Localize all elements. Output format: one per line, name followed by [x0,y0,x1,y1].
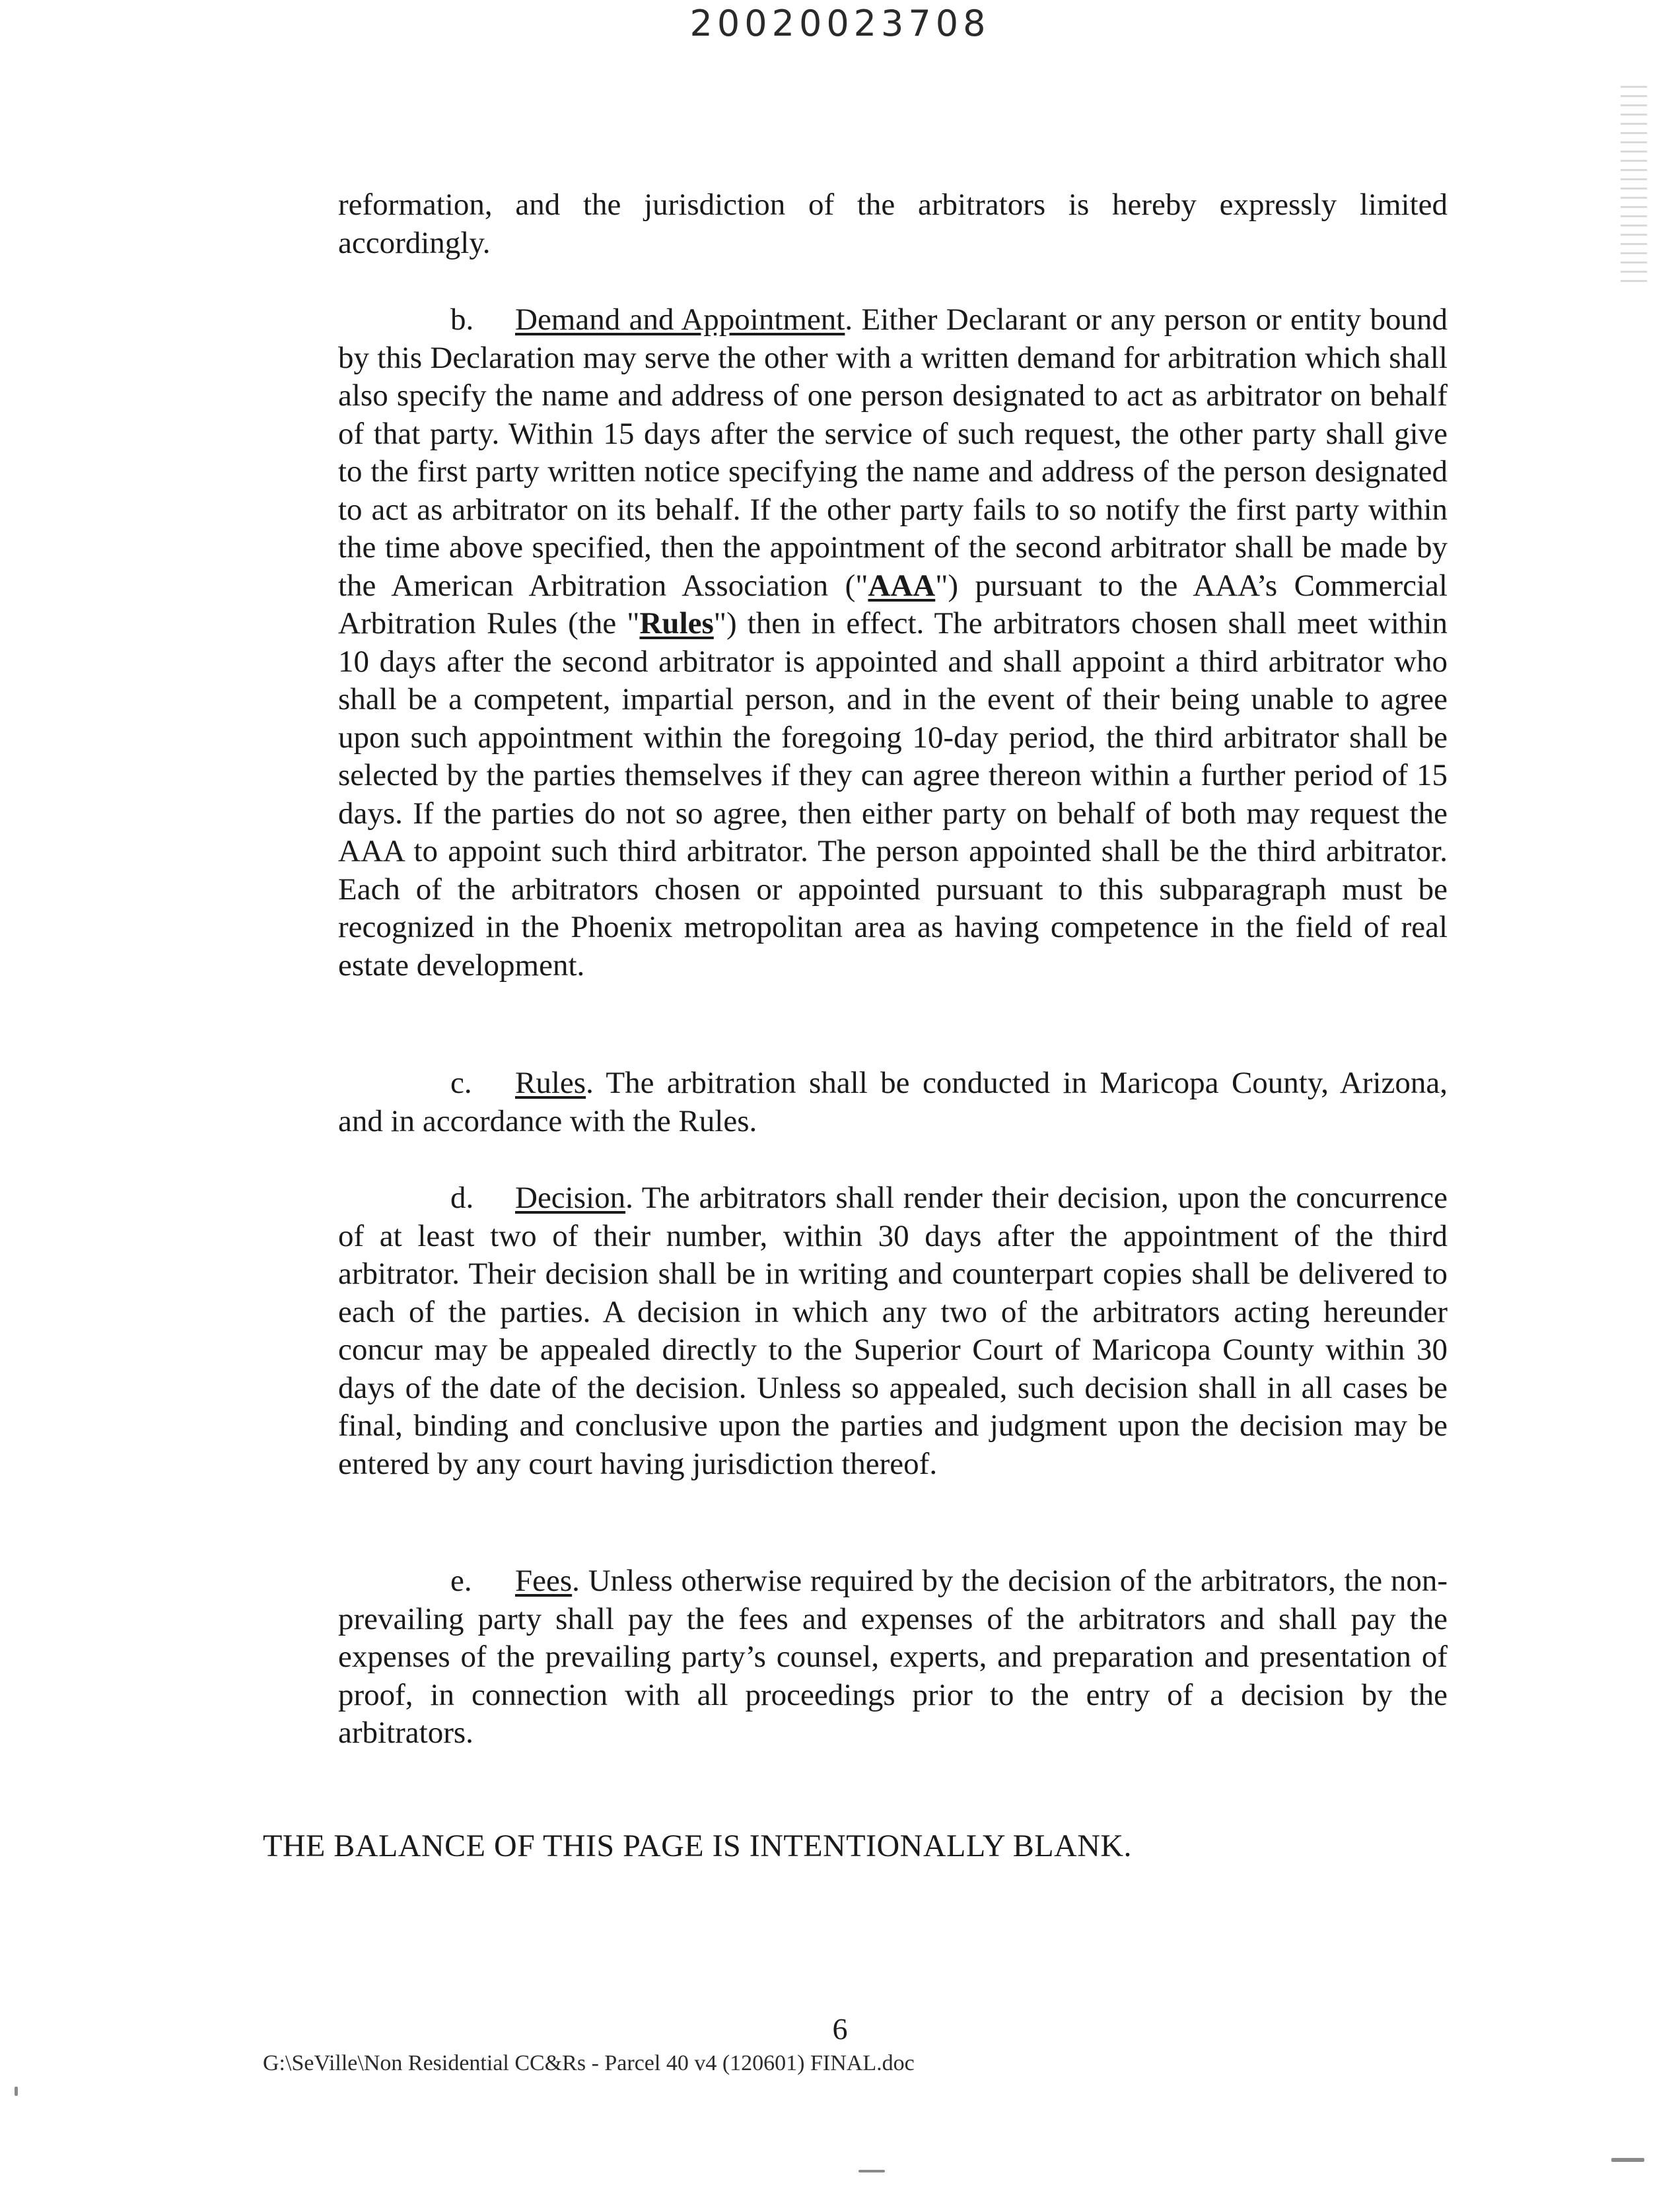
footer-file-path: G:\SeVille\Non Residential CC&Rs - Parcel 40 v4 (120601) FINAL.doc [263,2051,915,2075]
defined-term-rules: Rules [639,606,714,641]
paragraph-e-heading: Fees [515,1564,573,1598]
paragraph-c [338,1064,1448,1140]
paragraph-b-text-1: . Either Declarant or any person or entity bound by this Declaration may serve the other with a written demand for arbitration which shall also specify the name and address of one person designated to act as arbitrator on behalf of that party. Within 15 days after the service of such request, the other party shall give to the first party written notice specifying the name and address of the person designated to act as arbitrator on its behalf. If the other party fails to so notify the first party within the time above specified, then the appointment of the second arbitrator shall be made by the American Arbitration Association (" [338,302,1448,603]
paragraph-d-text: . The arbitrators shall render their decision, upon the concurrence of at least two of their number, within 30 days after the appointment of the third arbitrator. Their decision shall be in writing and counterpart copies shall be delivered to each of the parties. A decision in which any two of the arbitrators acting hereunder concur may be appealed directly to the Superior Court of Maricopa County within 30 days of the date of the decision. Unless so appealed, such decision shall in all cases be final, binding and conclusive upon the parties and judgment upon the decision may be entered by any court having jurisdiction thereof. [338,1181,1448,1481]
paragraph-b-text-3: ") then in effect. The arbitrators chosen shall meet within 10 days after the second arbitrator is appointed and shall appoint a third arbitrator who shall be a competent, impartial person, and in the event of their being unable to agree upon such appointment within the foregoing 10-day period, the third arbitrator shall be selected by the parties themselves if they can agree thereon within a further period of 15 days. If the parties do not so agree, then either party on behalf of both may request the AAA to appoint such third arbitrator. The person appointed shall be the third arbitrator. Each of the arbitrators chosen or appointed pursuant to this subparagraph must be recognized in the Phoenix metropolitan area as having competence in the field of real estate development. [338,606,1448,983]
scan-artifact [15,2087,18,2096]
defined-term-aaa: AAA [868,568,936,603]
page-number: 6 [832,2012,848,2046]
recording-number: 20020023708 [689,3,991,44]
blank-page-notice: THE BALANCE OF THIS PAGE IS INTENTIONALLY BLANK. [263,1828,1133,1863]
paragraph-b-text-2: ") pursuant to the AAA’s Commercial Arbitration Rules (the " [338,568,1448,641]
paragraph-e [338,1562,1448,1753]
paragraph-e-text: . Unless otherwise required by the decision of the arbitrators, the non-prevailing party shall pay the fees and expenses of the arbitrators and shall pay the expenses of the prevailing party’s counsel, experts, and preparation and presentation of proof, in connection with all proceedings prior to the entry of a decision by the arbitrators. [338,1564,1448,1750]
scan-artifact [858,2170,885,2172]
paragraph-a-text: reformation, and the jurisdiction of the arbitrators is hereby expressly limited accordingly. [338,188,1448,260]
paragraph-c-heading: Rules [515,1066,586,1100]
paragraph-d [338,1179,1448,1483]
paragraph-d-letter: d. [450,1181,474,1215]
scan-artifact [1611,2158,1644,2162]
paragraph-d-heading: Decision [515,1181,626,1215]
scan-artifact [1621,86,1647,284]
paragraph-c-letter: c. [450,1066,472,1100]
paragraph-b-heading: Demand and Appointment [515,302,845,337]
paragraph-e-letter: e. [450,1564,472,1598]
paragraph-b [338,301,1448,985]
paragraph-c-text: . The arbitration shall be conducted in Maricopa County, Arizona, and in accordance with the Rules. [338,1066,1448,1138]
paragraph-b-letter: b. [450,302,474,337]
paragraph-a-continuation [338,186,1448,262]
